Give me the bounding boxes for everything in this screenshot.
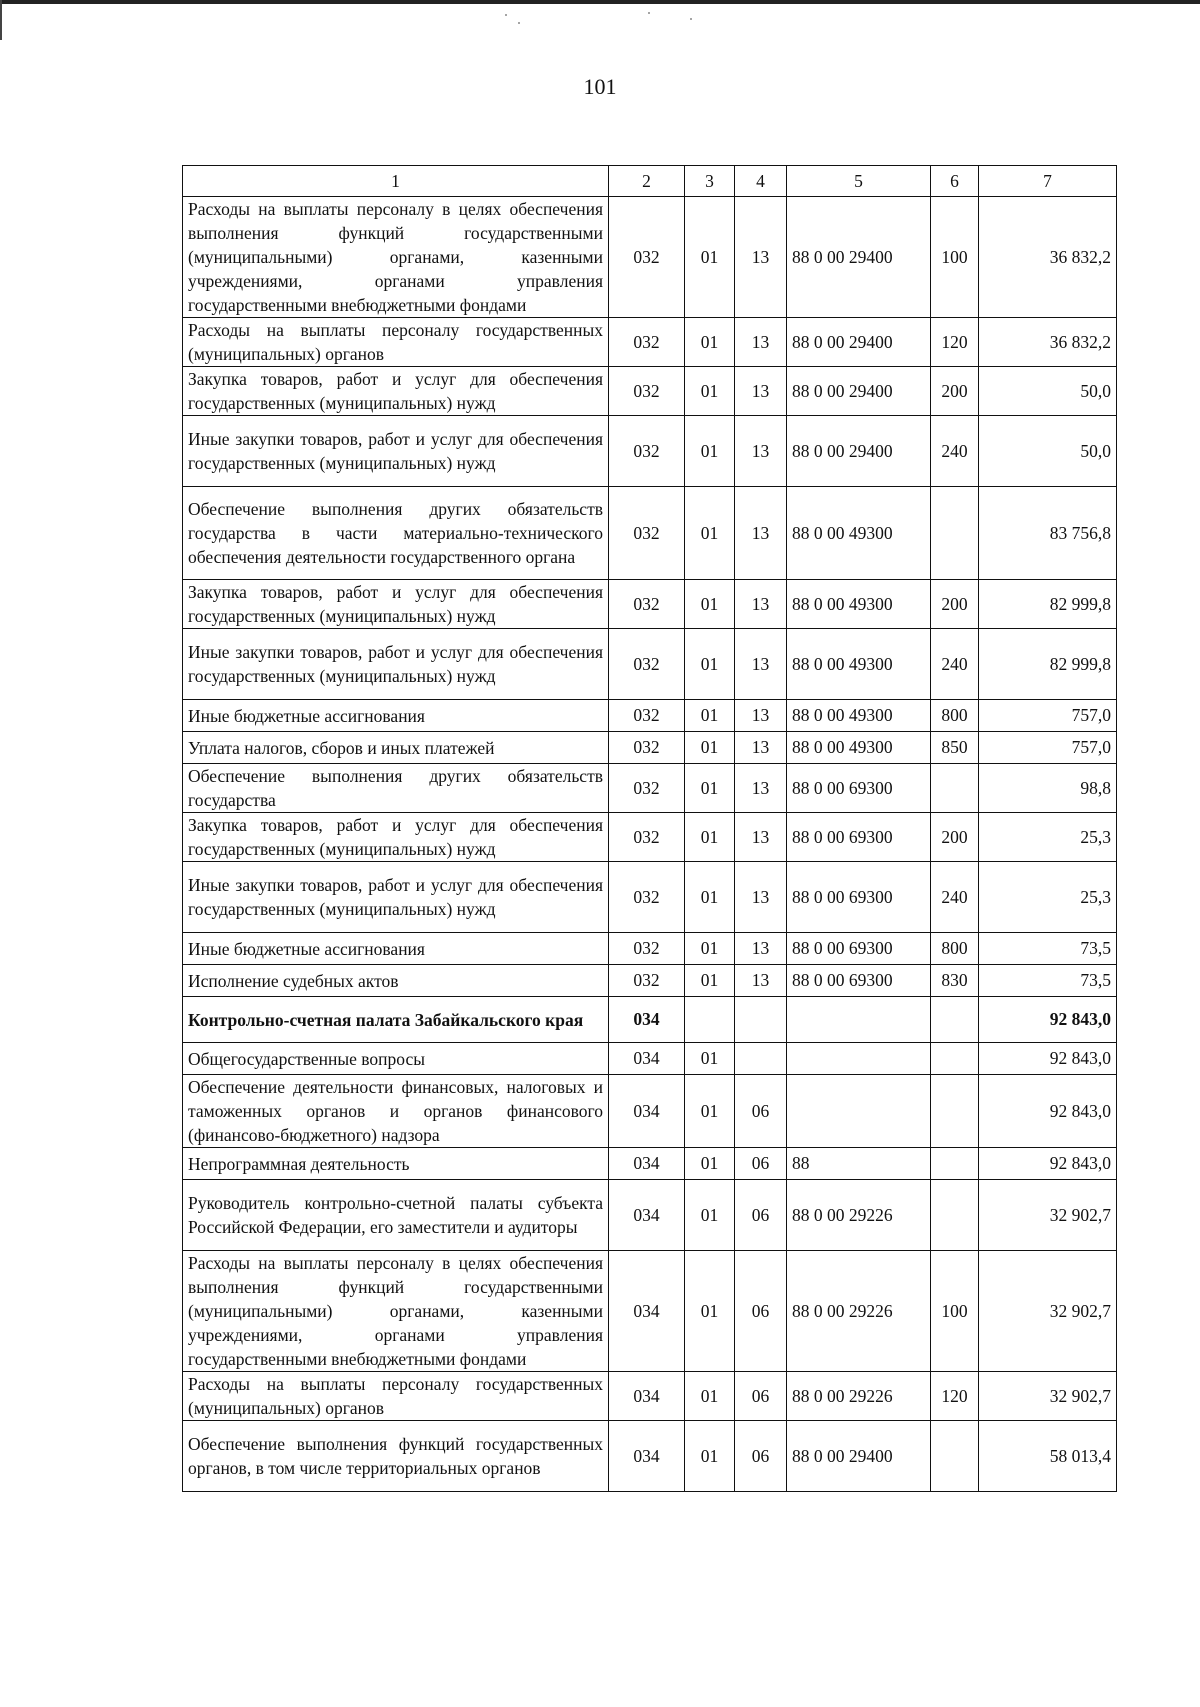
- row-name: Расходы на выплаты персоналу государственных (муниципальных) органов: [183, 318, 609, 367]
- budget-table: [182, 165, 1117, 1492]
- column-header: 6: [931, 166, 979, 197]
- amount: 25,3: [979, 862, 1117, 933]
- subsection-code: 13: [735, 629, 787, 700]
- subsection-code: 06: [735, 1075, 787, 1148]
- column-header: 5: [787, 166, 931, 197]
- top-border-line: [0, 0, 1200, 4]
- amount: 92 843,0: [979, 1148, 1117, 1180]
- scan-speck: [518, 22, 520, 24]
- amount: 92 843,0: [979, 997, 1117, 1043]
- target-article-code: 88 0 00 69300: [787, 764, 931, 813]
- expense-type-code: 850: [931, 732, 979, 764]
- ministry-code: 034: [609, 1148, 685, 1180]
- target-article-code: 88 0 00 49300: [787, 580, 931, 629]
- expense-type-code: 100: [931, 1251, 979, 1372]
- section-code: 01: [685, 1251, 735, 1372]
- section-code: 01: [685, 197, 735, 318]
- expense-type-code: [931, 997, 979, 1043]
- table-row: [183, 1075, 1117, 1148]
- expense-type-code: 120: [931, 318, 979, 367]
- subsection-code: 06: [735, 1251, 787, 1372]
- ministry-code: 032: [609, 813, 685, 862]
- table-row: [183, 862, 1117, 933]
- expense-type-code: 240: [931, 862, 979, 933]
- expense-type-code: 200: [931, 580, 979, 629]
- row-name: Закупка товаров, работ и услуг для обеспечения государственных (муниципальных) нужд: [183, 813, 609, 862]
- subsection-code: 06: [735, 1421, 787, 1492]
- section-code: 01: [685, 700, 735, 732]
- table-row: [183, 1251, 1117, 1372]
- amount: 32 902,7: [979, 1372, 1117, 1421]
- expense-type-code: 800: [931, 700, 979, 732]
- table-row-agency-header: [183, 997, 1117, 1043]
- section-code: 01: [685, 1180, 735, 1251]
- row-name: Обеспечение деятельности финансовых, налоговых и таможенных органов и органов финансового (финансово-бюджетного) надзора: [183, 1075, 609, 1148]
- target-article-code: 88 0 00 29400: [787, 197, 931, 318]
- section-code: 01: [685, 764, 735, 813]
- target-article-code: [787, 1075, 931, 1148]
- target-article-code: 88 0 00 49300: [787, 732, 931, 764]
- amount: 36 832,2: [979, 318, 1117, 367]
- subsection-code: 13: [735, 318, 787, 367]
- expense-type-code: [931, 1180, 979, 1251]
- ministry-code: 032: [609, 732, 685, 764]
- table-row: [183, 764, 1117, 813]
- ministry-code: 032: [609, 487, 685, 580]
- target-article-code: 88 0 00 29226: [787, 1251, 931, 1372]
- expense-type-code: [931, 764, 979, 813]
- subsection-code: 13: [735, 580, 787, 629]
- row-name: Руководитель контрольно-счетной палаты субъекта Российской Федерации, его заместители и аудиторы: [183, 1180, 609, 1251]
- ministry-code: 032: [609, 580, 685, 629]
- section-code: 01: [685, 862, 735, 933]
- column-header: 7: [979, 166, 1117, 197]
- ministry-code: 034: [609, 997, 685, 1043]
- scan-speck: [648, 12, 650, 14]
- amount: 25,3: [979, 813, 1117, 862]
- row-name: Закупка товаров, работ и услуг для обеспечения государственных (муниципальных) нужд: [183, 580, 609, 629]
- target-article-code: 88 0 00 29226: [787, 1180, 931, 1251]
- section-code: 01: [685, 965, 735, 997]
- table-row: [183, 1148, 1117, 1180]
- amount: 82 999,8: [979, 580, 1117, 629]
- subsection-code: 13: [735, 813, 787, 862]
- amount: 36 832,2: [979, 197, 1117, 318]
- target-article-code: 88 0 00 29400: [787, 416, 931, 487]
- amount: 32 902,7: [979, 1180, 1117, 1251]
- subsection-code: 13: [735, 764, 787, 813]
- column-header: 1: [183, 166, 609, 197]
- expense-type-code: 200: [931, 367, 979, 416]
- table-row: [183, 629, 1117, 700]
- section-code: 01: [685, 732, 735, 764]
- target-article-code: 88: [787, 1148, 931, 1180]
- subsection-code: 13: [735, 416, 787, 487]
- amount: 50,0: [979, 416, 1117, 487]
- table-row: [183, 732, 1117, 764]
- table-row: [183, 197, 1117, 318]
- row-name: Общегосударственные вопросы: [183, 1043, 609, 1075]
- subsection-code: 13: [735, 862, 787, 933]
- expense-type-code: [931, 1075, 979, 1148]
- subsection-code: 13: [735, 367, 787, 416]
- ministry-code: 032: [609, 764, 685, 813]
- section-code: 01: [685, 1075, 735, 1148]
- target-article-code: 88 0 00 29400: [787, 1421, 931, 1492]
- subsection-code: [735, 1043, 787, 1075]
- section-code: 01: [685, 813, 735, 862]
- table-row: [183, 1180, 1117, 1251]
- target-article-code: 88 0 00 69300: [787, 813, 931, 862]
- ministry-code: 034: [609, 1372, 685, 1421]
- ministry-code: 032: [609, 700, 685, 732]
- amount: 73,5: [979, 965, 1117, 997]
- row-name: Обеспечение выполнения других обязательств государства: [183, 764, 609, 813]
- amount: 32 902,7: [979, 1251, 1117, 1372]
- ministry-code: 032: [609, 197, 685, 318]
- table-row: [183, 487, 1117, 580]
- section-code: 01: [685, 1148, 735, 1180]
- section-code: 01: [685, 487, 735, 580]
- row-name: Непрограммная деятельность: [183, 1148, 609, 1180]
- page-number: 101: [583, 74, 617, 99]
- row-name: Обеспечение выполнения других обязательств государства в части материально-технического обеспечения деятельности государственного органа: [183, 487, 609, 580]
- amount: 757,0: [979, 732, 1117, 764]
- expense-type-code: 200: [931, 813, 979, 862]
- row-name: Исполнение судебных актов: [183, 965, 609, 997]
- target-article-code: 88 0 00 49300: [787, 629, 931, 700]
- amount: 83 756,8: [979, 487, 1117, 580]
- scan-speck: [690, 18, 692, 20]
- ministry-code: 032: [609, 416, 685, 487]
- row-name: Иные бюджетные ассигнования: [183, 700, 609, 732]
- row-name: Расходы на выплаты персоналу в целях обеспечения выполнения функций государственными (муниципальными) органами, казенными учреждениями, органами управления государственными внебюджетными фондами: [183, 1251, 609, 1372]
- amount: 50,0: [979, 367, 1117, 416]
- table-row: [183, 367, 1117, 416]
- table-header-row: [183, 166, 1117, 197]
- table-row: [183, 933, 1117, 965]
- expense-type-code: 240: [931, 629, 979, 700]
- subsection-code: 13: [735, 965, 787, 997]
- ministry-code: 034: [609, 1075, 685, 1148]
- row-name: Иные бюджетные ассигнования: [183, 933, 609, 965]
- amount: 98,8: [979, 764, 1117, 813]
- expense-type-code: [931, 487, 979, 580]
- target-article-code: [787, 997, 931, 1043]
- target-article-code: 88 0 00 29400: [787, 318, 931, 367]
- row-name: Расходы на выплаты персоналу государственных (муниципальных) органов: [183, 1372, 609, 1421]
- target-article-code: 88 0 00 69300: [787, 933, 931, 965]
- ministry-code: 034: [609, 1251, 685, 1372]
- ministry-code: 034: [609, 1421, 685, 1492]
- amount: 92 843,0: [979, 1075, 1117, 1148]
- amount: 58 013,4: [979, 1421, 1117, 1492]
- section-code: 01: [685, 580, 735, 629]
- row-name: Иные закупки товаров, работ и услуг для обеспечения государственных (муниципальных) нужд: [183, 862, 609, 933]
- row-name: Иные закупки товаров, работ и услуг для обеспечения государственных (муниципальных) нужд: [183, 416, 609, 487]
- expense-type-code: [931, 1148, 979, 1180]
- target-article-code: 88 0 00 29400: [787, 367, 931, 416]
- section-code: 01: [685, 318, 735, 367]
- column-header: 4: [735, 166, 787, 197]
- row-name: Уплата налогов, сборов и иных платежей: [183, 732, 609, 764]
- ministry-code: 032: [609, 965, 685, 997]
- section-code: 01: [685, 1043, 735, 1075]
- expense-type-code: 100: [931, 197, 979, 318]
- subsection-code: 13: [735, 197, 787, 318]
- table-row: [183, 965, 1117, 997]
- table-row: [183, 813, 1117, 862]
- ministry-code: 032: [609, 629, 685, 700]
- section-code: [685, 997, 735, 1043]
- ministry-code: 032: [609, 862, 685, 933]
- scan-speck: [505, 14, 507, 16]
- amount: 73,5: [979, 933, 1117, 965]
- table-row: [183, 416, 1117, 487]
- left-border-line: [0, 0, 2, 40]
- ministry-code: 034: [609, 1180, 685, 1251]
- subsection-code: 13: [735, 487, 787, 580]
- ministry-code: 032: [609, 367, 685, 416]
- section-code: 01: [685, 933, 735, 965]
- target-article-code: 88 0 00 49300: [787, 487, 931, 580]
- expense-type-code: 240: [931, 416, 979, 487]
- target-article-code: 88 0 00 49300: [787, 700, 931, 732]
- expense-type-code: 830: [931, 965, 979, 997]
- ministry-code: 032: [609, 933, 685, 965]
- target-article-code: 88 0 00 29226: [787, 1372, 931, 1421]
- row-name: Расходы на выплаты персоналу в целях обеспечения выполнения функций государственными (муниципальными) органами, казенными учреждениями, органами управления государственными внебюджетными фондами: [183, 197, 609, 318]
- table-row: [183, 580, 1117, 629]
- column-header: 3: [685, 166, 735, 197]
- section-code: 01: [685, 416, 735, 487]
- subsection-code: [735, 997, 787, 1043]
- table-row: [183, 1421, 1117, 1492]
- column-header: 2: [609, 166, 685, 197]
- amount: 92 843,0: [979, 1043, 1117, 1075]
- section-code: 01: [685, 367, 735, 416]
- table-row: [183, 700, 1117, 732]
- target-article-code: [787, 1043, 931, 1075]
- table-row: [183, 318, 1117, 367]
- table-row: [183, 1043, 1117, 1075]
- target-article-code: 88 0 00 69300: [787, 965, 931, 997]
- section-code: 01: [685, 1421, 735, 1492]
- amount: 757,0: [979, 700, 1117, 732]
- expense-type-code: 120: [931, 1372, 979, 1421]
- table-row: [183, 1372, 1117, 1421]
- subsection-code: 13: [735, 933, 787, 965]
- subsection-code: 13: [735, 700, 787, 732]
- expense-type-code: [931, 1043, 979, 1075]
- row-name: Контрольно-счетная палата Забайкальского края: [183, 997, 609, 1043]
- target-article-code: 88 0 00 69300: [787, 862, 931, 933]
- subsection-code: 06: [735, 1148, 787, 1180]
- subsection-code: 06: [735, 1372, 787, 1421]
- subsection-code: 06: [735, 1180, 787, 1251]
- section-code: 01: [685, 1372, 735, 1421]
- row-name: Закупка товаров, работ и услуг для обеспечения государственных (муниципальных) нужд: [183, 367, 609, 416]
- row-name: Обеспечение выполнения функций государственных органов, в том числе территориальных органов: [183, 1421, 609, 1492]
- ministry-code: 034: [609, 1043, 685, 1075]
- section-code: 01: [685, 629, 735, 700]
- expense-type-code: [931, 1421, 979, 1492]
- expense-type-code: 800: [931, 933, 979, 965]
- subsection-code: 13: [735, 732, 787, 764]
- row-name: Иные закупки товаров, работ и услуг для обеспечения государственных (муниципальных) нужд: [183, 629, 609, 700]
- amount: 82 999,8: [979, 629, 1117, 700]
- ministry-code: 032: [609, 318, 685, 367]
